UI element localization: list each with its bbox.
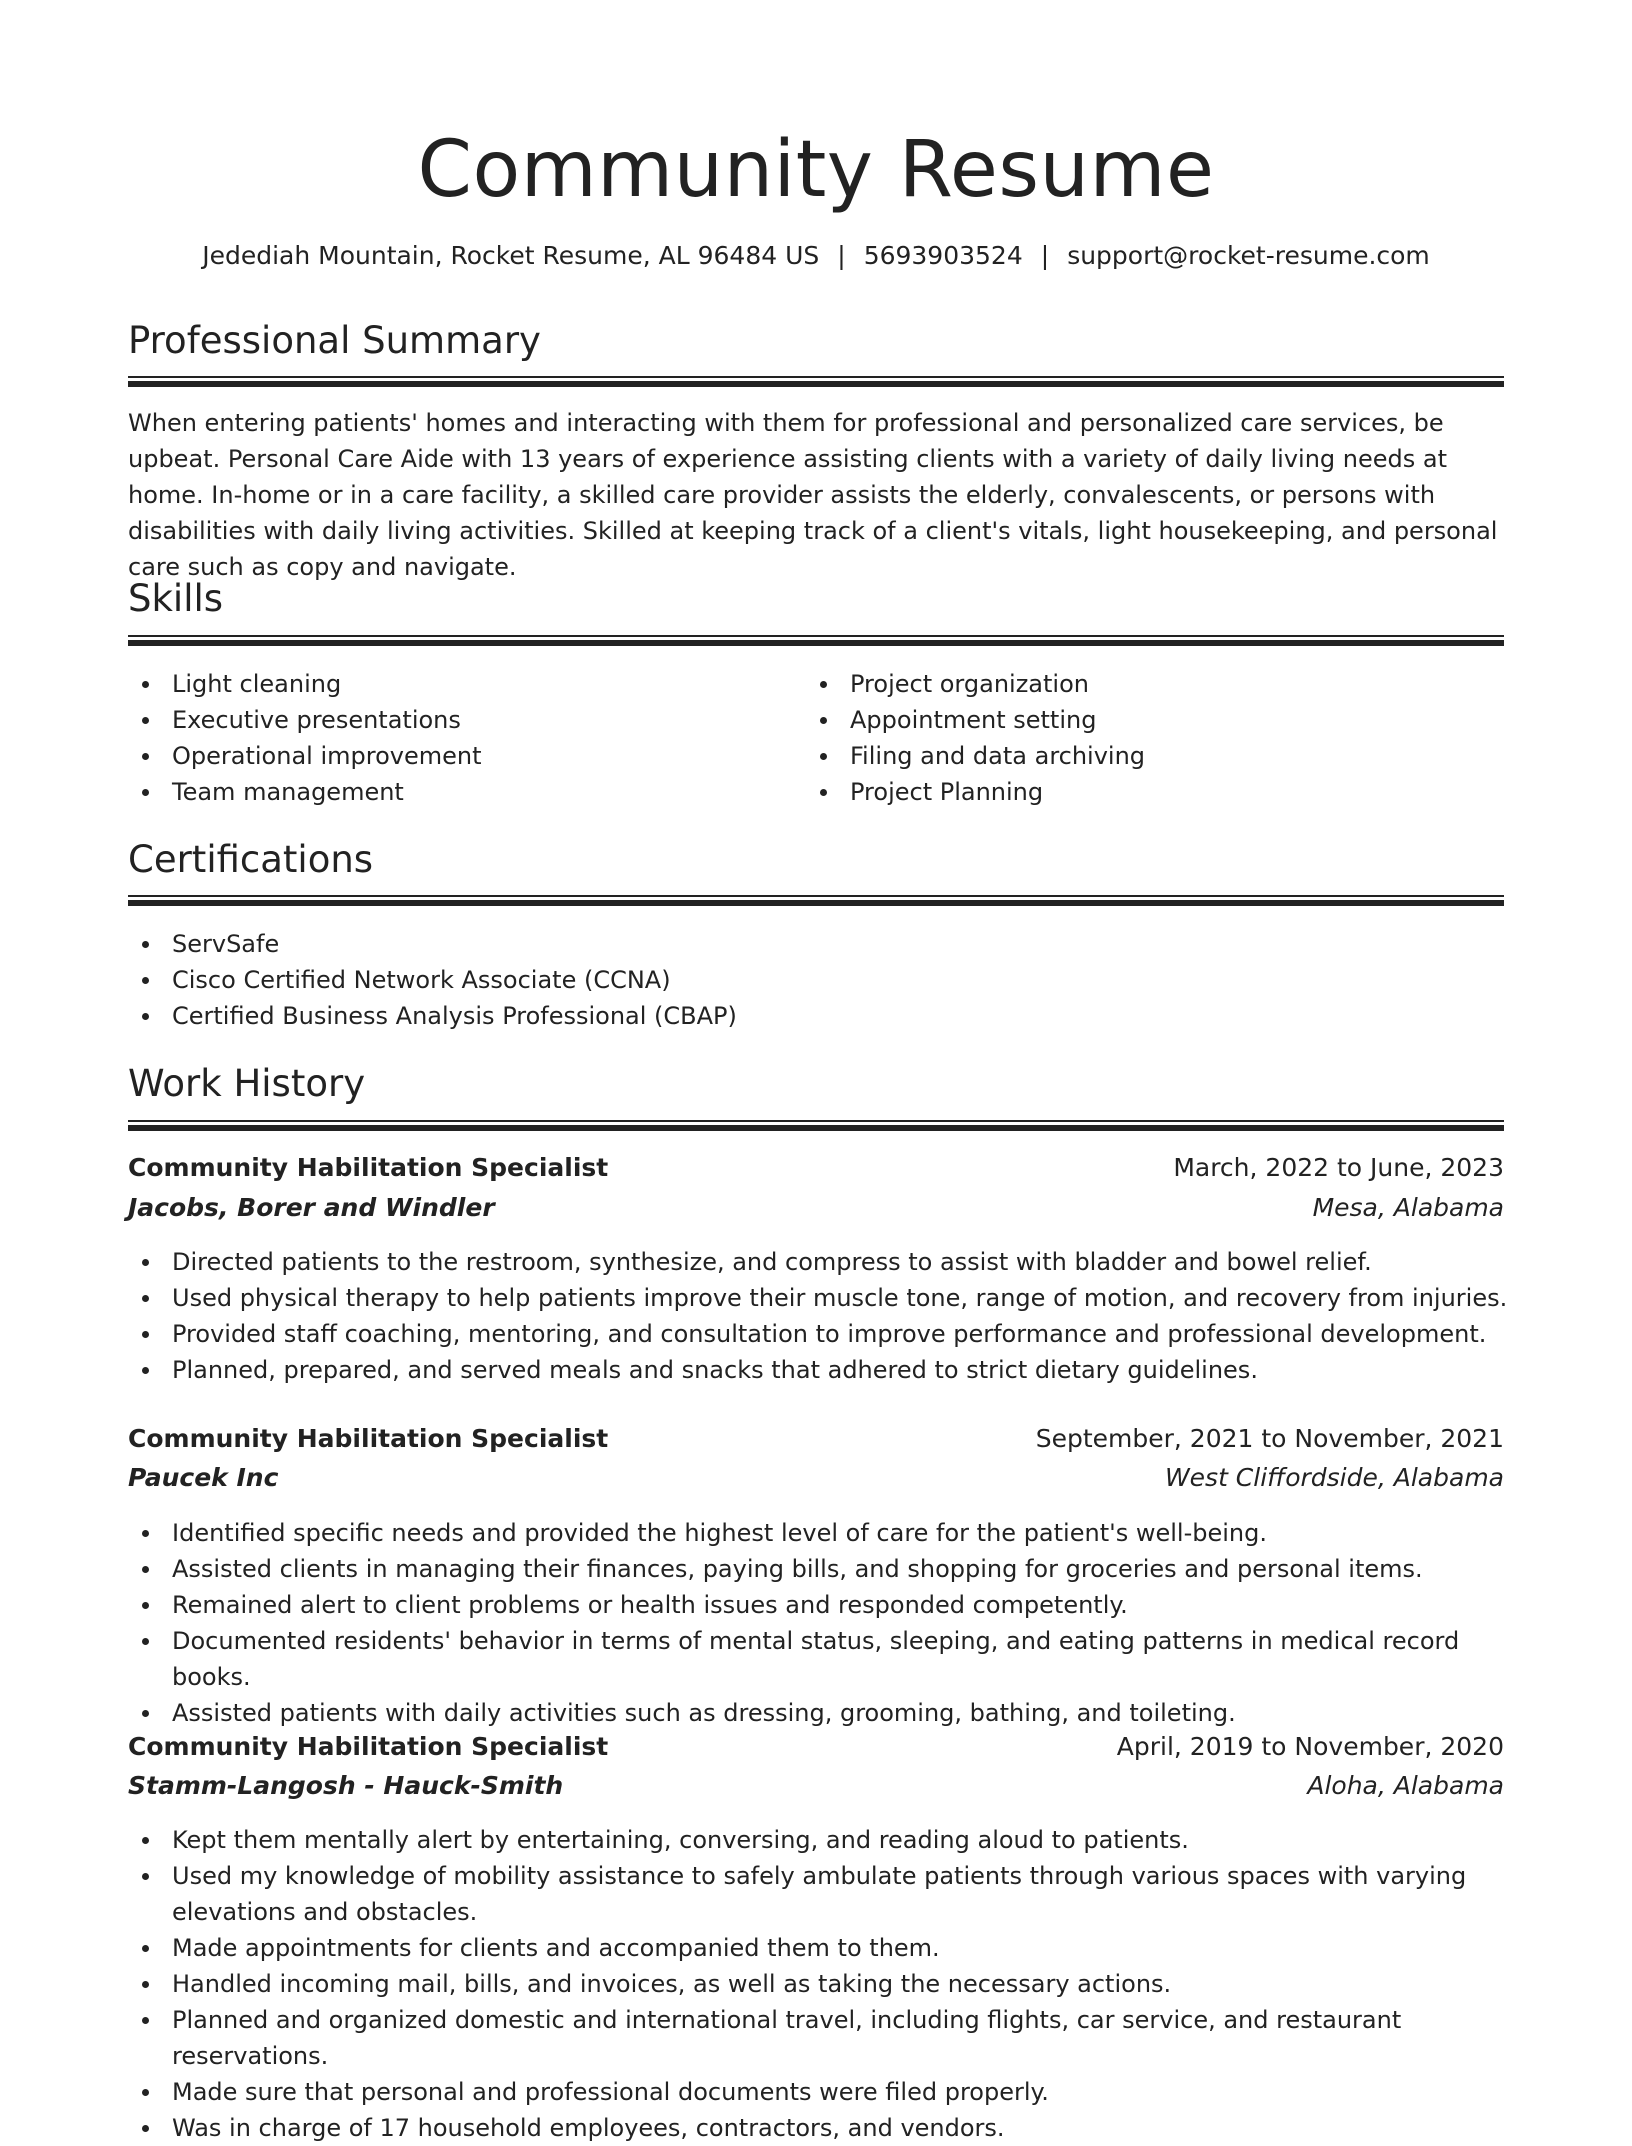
certification-item: ServSafe [128,926,1508,962]
job-bullet: Was in charge of 17 household employees, contractors, and vendors. [128,2110,1508,2146]
job-bullet: Provided staff coaching, mentoring, and consultation to improve performance and professional development. [128,1316,1508,1352]
job-bullet: Assisted clients in managing their finances, paying bills, and shopping for groceries and personal items. [128,1551,1508,1587]
certification-item: Certified Business Analysis Professional (CBAP) [128,998,1508,1034]
job-bullet: Planned, prepared, and served meals and snacks that adhered to strict dietary guidelines. [128,1352,1508,1388]
skill-item: Operational improvement [128,738,808,774]
skills-column-left [128,666,808,810]
job-bullet-list [128,1244,1508,1388]
skills-column-right [806,666,1486,810]
section-title-skills: Skills [128,577,224,620]
job-bullet: Assisted patients with daily activities such as dressing, grooming, bathing, and toileting. [128,1695,1508,1731]
contact-separator: | [837,241,846,270]
section-divider [128,1120,1504,1131]
resume-name: Community Resume [417,125,1215,215]
job-title: Community Habilitation Specialist [128,1424,609,1453]
job-bullet: Identified specific needs and provided the highest level of care for the patient's well-being. [128,1515,1508,1551]
certifications-list [128,926,1508,1034]
job-bullets [128,1244,1508,1388]
job-company: Paucek Inc [128,1463,279,1492]
job-location: Mesa, Alabama [1312,1193,1504,1222]
skill-item: Appointment setting [806,702,1486,738]
section-title-summary: Professional Summary [128,319,541,362]
section-title-certifications: Certifications [128,838,374,881]
job-bullet: Used physical therapy to help patients improve their muscle tone, range of motion, and recovery from injuries. [128,1280,1508,1316]
skill-item: Project organization [806,666,1486,702]
job-bullet: Planned and organized domestic and international travel, including flights, car service, and restaurant reservations. [128,2002,1508,2074]
job-bullets [128,1515,1508,1731]
job-location: West Cliffordside, Alabama [1164,1463,1504,1492]
job-bullet: Kept them mentally alert by entertaining, conversing, and reading aloud to patients. [128,1822,1508,1858]
job-bullets [128,1822,1508,2146]
job-bullet: Directed patients to the restroom, synthesize, and compress to assist with bladder and bowel relief. [128,1244,1508,1280]
job-title: Community Habilitation Specialist [128,1153,609,1182]
section-title-work-history: Work History [128,1062,366,1105]
skills-list-right [806,666,1486,810]
contact-phone: 5693903524 [863,241,1023,270]
section-divider [128,895,1504,906]
skill-item: Team management [128,774,808,810]
job-bullet-list [128,1822,1508,2146]
summary-text: When entering patients' homes and interacting with them for professional and personalized care services, be upbeat. Personal Care Aide with 13 years of experience assisting clients with a variety of daily living needs at home. In-home or in a care facility, a skilled care provider assists the elderly, convalescents, or persons with disabilities with daily living activities. Skilled at keeping track of a client's vitals, light housekeeping, and personal care such as copy and navigate. [128,409,1498,581]
job-title: Community Habilitation Specialist [128,1732,609,1761]
skills-list-left [128,666,808,810]
contact-email: support@rocket-resume.com [1067,241,1430,270]
certifications-block [128,926,1508,1034]
job-dates: March, 2022 to June, 2023 [1173,1153,1504,1182]
job-bullet: Made appointments for clients and accompanied them to them. [128,1930,1508,1966]
job-bullet: Made sure that personal and professional documents were filed properly. [128,2074,1508,2110]
section-divider [128,635,1504,646]
skill-item: Light cleaning [128,666,808,702]
job-bullet: Handled incoming mail, bills, and invoices, as well as taking the necessary actions. [128,1966,1508,2002]
job-bullet: Documented residents' behavior in terms of mental status, sleeping, and eating patterns in medical record books. [128,1623,1508,1695]
job-dates: September, 2021 to November, 2021 [1035,1424,1504,1453]
job-dates: April, 2019 to November, 2020 [1116,1732,1504,1761]
contact-separator: | [1040,241,1050,270]
contact-address: Jedediah Mountain, Rocket Resume, AL 96484 US [202,241,820,270]
job-location: Aloha, Alabama [1307,1771,1504,1800]
job-bullet: Remained alert to client problems or health issues and responded competently. [128,1587,1508,1623]
job-company: Jacobs, Borer and Windler [128,1193,495,1222]
skill-item: Filing and data archiving [806,738,1486,774]
certification-item: Cisco Certified Network Associate (CCNA) [128,962,1508,998]
job-company: Stamm-Langosh - Hauck-Smith [128,1771,564,1800]
skill-item: Executive presentations [128,702,808,738]
section-divider [128,376,1504,387]
contact-line [128,238,1504,274]
job-bullet-list [128,1515,1508,1731]
skill-item: Project Planning [806,774,1486,810]
job-bullet: Used my knowledge of mobility assistance to safely ambulate patients through various spaces with varying elevations and obstacles. [128,1858,1508,1930]
